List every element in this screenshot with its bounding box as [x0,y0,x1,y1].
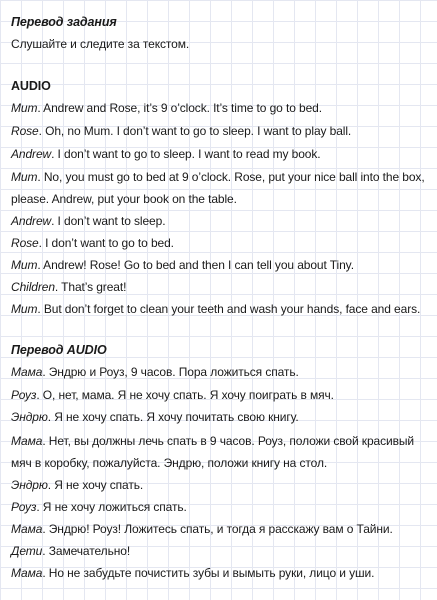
line-text: . Замечательно! [42,544,131,558]
speaker-name: Мама [11,365,43,379]
translation-line [11,543,431,559]
speaker-name: Mum [11,101,38,115]
translation-line [11,387,431,403]
audio-heading: AUDIO [11,79,51,93]
audio-line [11,169,431,185]
audio-translation-heading: Перевод AUDIO [11,343,107,357]
audio-line [11,191,431,207]
line-text: please. Andrew, put your book on the table. [11,192,237,206]
translation-line [11,409,431,425]
translation-line [11,565,431,581]
line-text: . I don’t want to sleep. [51,214,166,228]
line-text: . Но не забудьте почистить зубы и вымыть руки, лицо и уши. [42,566,375,580]
line-text: мяч в коробку, пожалуйста. Эндрю, положи книгу на стол. [11,456,328,470]
audio-line [11,146,431,162]
speaker-name: Эндрю [11,410,48,424]
line-text: . Я не хочу спать. Я хочу почитать свою книгу. [47,410,299,424]
speaker-name: Мама [11,566,43,580]
translation-task-text: Слушайте и следите за текстом. [11,37,190,51]
line-text: . That’s great! [54,280,127,294]
translation-line [11,433,431,449]
speaker-name: Мама [11,434,43,448]
line-text: . I don’t want to go to sleep. I want to read my book. [51,147,321,161]
line-text: . Я не хочу ложиться спать. [36,500,187,514]
audio-line [11,100,431,116]
translation-line [11,364,431,380]
translation-task-heading: Перевод задания [11,15,117,29]
translation-line [11,521,431,537]
line-text: . Andrew and Rose, it’s 9 o’clock. It’s time to go to bed. [37,101,322,115]
line-text: . Нет, вы должны лечь спать в 9 часов. Роуз, положи свой красивый [42,434,415,448]
speaker-name: Rose [11,124,39,138]
translation-line [11,477,431,493]
speaker-name: Andrew [11,214,52,228]
speaker-name: Роуз [11,500,37,514]
speaker-name: Дети [11,544,43,558]
speaker-name: Мама [11,522,43,536]
line-text: . О, нет, мама. Я не хочу спать. Я хочу поиграть в мяч. [36,388,334,402]
line-text: . I don’t want to go to bed. [38,236,174,250]
audio-line [11,123,431,139]
line-text: . Oh, no Mum. I don’t want to go to sleep. I want to play ball. [38,124,352,138]
line-text: . But don’t forget to clean your teeth and wash your hands, face and ears. [37,302,421,316]
speaker-name: Mum [11,170,38,184]
line-text: . No, you must go to bed at 9 o’clock. Rose, put your nice ball into the box, [37,170,425,184]
speaker-name: Children [11,280,55,294]
speaker-name: Mum [11,258,38,272]
speaker-name: Роуз [11,388,37,402]
translation-line [11,499,431,515]
speaker-name: Mum [11,302,38,316]
translation-line [11,455,431,471]
speaker-name: Rose [11,236,39,250]
line-text: . Эндрю и Роуз, 9 часов. Пора ложиться спать. [42,365,299,379]
line-text: . Andrew! Rose! Go to bed and then I can tell you about Tiny. [37,258,354,272]
audio-line [11,213,431,229]
line-text: . Эндрю! Роуз! Ложитесь спать, и тогда я расскажу вам о Тайни. [42,522,393,536]
audio-line [11,257,431,273]
line-text: . Я не хочу спать. [47,478,144,492]
audio-line [11,279,431,295]
speaker-name: Andrew [11,147,52,161]
audio-line [11,235,431,251]
audio-line [11,301,431,317]
speaker-name: Эндрю [11,478,48,492]
